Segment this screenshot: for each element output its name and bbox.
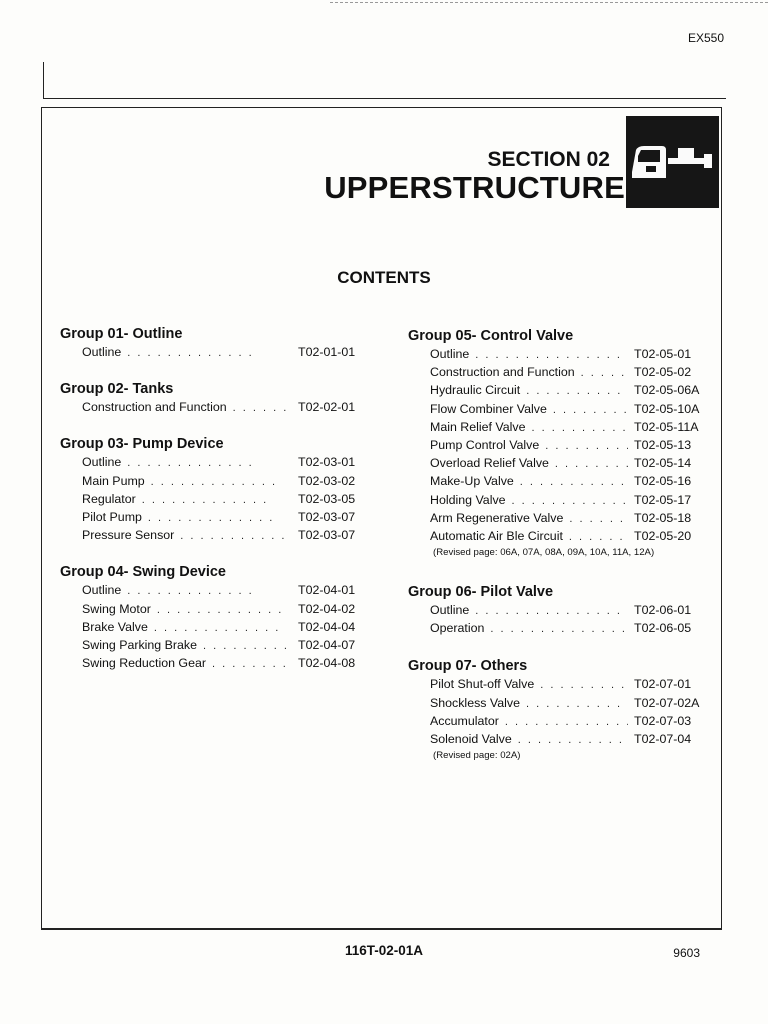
document-number: 116T-02-01A — [344, 943, 424, 958]
right-column — [408, 327, 718, 766]
group-heading: Group 07- Others — [408, 658, 528, 675]
toc-entry-page-ref: T02-05-16 — [634, 474, 692, 489]
toc-entry-title: Overload Relief Valve — [430, 456, 549, 471]
section-title: UPPERSTRUCTURE — [324, 170, 625, 205]
toc-entry-title: Solenoid Valve — [430, 732, 512, 746]
dot-leader — [490, 620, 628, 638]
dot-leader — [212, 655, 292, 673]
toc-entry-title: Outline — [82, 345, 122, 359]
toc-entry[interactable] — [408, 712, 718, 730]
toc-entry-page-ref: T02-03-02 — [298, 473, 356, 488]
toc-entry[interactable] — [408, 472, 718, 490]
toc-entry-title: Main Pump — [82, 473, 145, 488]
toc-entry-title: Swing Motor — [82, 601, 151, 616]
toc-entry[interactable] — [60, 654, 360, 672]
toc-entry-page-ref: T02-04-08 — [298, 656, 356, 671]
dot-leader — [127, 344, 257, 362]
group-heading: Group 05- Control Valve — [408, 328, 574, 344]
toc-entry-page-ref: T02-04-01 — [298, 583, 356, 598]
toc-entry[interactable] — [60, 490, 360, 508]
dot-leader — [526, 382, 628, 400]
dot-leader — [569, 528, 628, 546]
toc-entry-page-ref: T02-05-14 — [634, 456, 692, 471]
toc-entry-page-ref: T02-05-20 — [634, 528, 692, 543]
dot-leader — [512, 492, 628, 510]
toc-entry-page-ref: T02-07-03 — [634, 713, 692, 728]
dot-leader — [475, 602, 628, 620]
toc-entry-title: Brake Valve — [82, 619, 148, 634]
group-spacer — [60, 416, 360, 435]
toc-entry-title: Pilot Shut-off Valve — [430, 677, 535, 692]
toc-entry[interactable] — [60, 398, 360, 416]
toc-entry-title: Arm Regenerative Valve — [430, 510, 564, 525]
toc-entry[interactable] — [408, 601, 718, 619]
dot-leader — [526, 695, 628, 713]
toc-entry-title: Swing Reduction Gear — [82, 656, 206, 671]
group-spacer — [408, 637, 718, 657]
toc-entry[interactable] — [408, 694, 718, 712]
top-rule — [330, 2, 768, 3]
dot-leader — [233, 399, 292, 417]
toc-entry-page-ref: T02-05-10A — [634, 401, 700, 416]
toc-entry[interactable] — [60, 526, 360, 544]
dot-leader — [154, 619, 284, 637]
toc-entry-title: Flow Combiner Valve — [430, 401, 547, 416]
dot-leader — [518, 731, 628, 749]
toc-entry-page-ref: T02-07-02A — [634, 695, 700, 710]
toc-entry[interactable] — [408, 436, 718, 454]
toc-entry-page-ref: T02-03-07 — [298, 528, 356, 543]
toc-entry[interactable] — [408, 527, 718, 545]
toc-entry-title: Pump Control Valve — [430, 437, 540, 452]
toc-entry-title: Operation — [430, 621, 485, 636]
dot-leader — [555, 455, 628, 473]
header-box — [43, 62, 726, 99]
toc-entry-title: Accumulator — [430, 713, 499, 728]
revision-note: (Revised page: 06A, 07A, 08A, 09A, 10A, 11A, 12A) — [433, 547, 655, 559]
toc-entry-page-ref: T02-02-01 — [298, 400, 356, 415]
dot-leader — [203, 637, 292, 655]
toc-entry-title: Outline — [430, 347, 470, 361]
toc-entry-title: Outline — [82, 455, 122, 470]
dot-leader — [520, 473, 628, 491]
toc-entry[interactable] — [60, 508, 360, 526]
toc-entry[interactable] — [60, 472, 360, 490]
revision-note: (Revised page: 02A) — [433, 750, 521, 762]
toc-entry[interactable] — [408, 400, 718, 418]
toc-entry[interactable] — [408, 418, 718, 436]
toc-entry-page-ref: T02-05-02 — [634, 365, 692, 380]
model-number: EX550 — [687, 31, 724, 45]
toc-entry-title: Regulator — [82, 491, 136, 506]
toc-entry-page-ref: T02-07-04 — [634, 732, 692, 746]
dot-leader — [532, 419, 629, 437]
excavator-icon — [626, 116, 719, 208]
toc-entry[interactable] — [60, 581, 360, 599]
dot-leader — [569, 510, 628, 528]
toc-entry-title: Outline — [82, 583, 122, 598]
contents-heading: CONTENTS — [337, 268, 431, 287]
toc-entry-page-ref: T02-04-04 — [298, 619, 356, 634]
group-spacer — [60, 544, 360, 563]
toc-entry-page-ref: T02-05-17 — [634, 492, 692, 507]
toc-entry-title: Make-Up Valve — [430, 474, 514, 489]
toc-entry-title: Main Relief Valve — [430, 419, 526, 434]
toc-entry-page-ref: T02-01-01 — [298, 345, 356, 359]
toc-entry-page-ref: T02-04-07 — [298, 637, 356, 652]
toc-entry-page-ref: T02-05-11A — [634, 419, 699, 434]
group-heading: Group 06- Pilot Valve — [408, 584, 554, 601]
toc-entry-title: Outline — [430, 603, 470, 618]
toc-entry-page-ref: T02-05-06A — [634, 383, 700, 398]
toc-entry-page-ref: T02-06-01 — [634, 603, 692, 618]
toc-entry-title: Pilot Pump — [82, 509, 142, 524]
group-spacer — [408, 563, 718, 583]
toc-entry-page-ref: T02-05-13 — [634, 437, 692, 452]
toc-entry-page-ref: T02-05-01 — [634, 347, 692, 361]
dot-leader — [127, 454, 257, 472]
left-column — [60, 325, 360, 672]
toc-entry[interactable] — [408, 675, 718, 693]
toc-entry-page-ref: T02-03-07 — [298, 509, 356, 524]
dot-leader — [553, 401, 628, 419]
dot-leader — [505, 713, 628, 731]
toc-entry-page-ref: T02-04-02 — [298, 601, 356, 616]
toc-entry-title: Swing Parking Brake — [82, 637, 198, 652]
toc-entry[interactable] — [408, 381, 718, 399]
dot-leader — [151, 473, 281, 491]
toc-entry[interactable] — [60, 343, 360, 361]
group-heading: Group 01- Outline — [60, 326, 183, 342]
toc-entry[interactable] — [408, 345, 718, 363]
toc-entry[interactable] — [408, 454, 718, 472]
dot-leader — [142, 491, 272, 509]
dot-leader — [157, 601, 287, 619]
group-heading: Group 03- Pump Device — [60, 436, 224, 453]
toc-entry-title: Automatic Air Ble Circuit — [430, 528, 563, 543]
toc-entry[interactable] — [60, 453, 360, 471]
toc-entry[interactable] — [60, 618, 360, 636]
toc-entry-page-ref: T02-03-01 — [298, 455, 356, 470]
dot-leader — [540, 676, 628, 694]
dot-leader — [545, 437, 628, 455]
toc-entry[interactable] — [60, 636, 360, 654]
dot-leader — [127, 582, 257, 600]
group-spacer — [60, 361, 360, 380]
toc-entry[interactable] — [408, 363, 718, 381]
toc-entry-page-ref: T02-07-01 — [634, 677, 692, 692]
toc-entry-page-ref: T02-05-18 — [634, 510, 692, 525]
dot-leader — [581, 364, 628, 382]
toc-entry[interactable] — [408, 730, 718, 748]
toc-entry-title: Holding Valve — [430, 492, 506, 507]
toc-entry-page-ref: T02-03-05 — [298, 491, 356, 506]
section-label: SECTION 02 — [487, 148, 610, 171]
dot-leader — [148, 509, 278, 527]
toc-entry-title: Construction and Function — [430, 365, 575, 380]
toc-entry[interactable] — [408, 491, 718, 509]
group-heading: Group 04- Swing Device — [60, 564, 226, 581]
toc-entry-title: Construction and Function — [82, 400, 227, 415]
toc-entry[interactable] — [408, 619, 718, 637]
dot-leader — [180, 527, 292, 545]
toc-entry-title: Hydraulic Circuit — [430, 383, 521, 398]
date-code: 9603 — [673, 946, 700, 960]
toc-entry[interactable] — [60, 600, 360, 618]
toc-entry-title: Pressure Sensor — [82, 528, 175, 543]
dot-leader — [475, 346, 628, 364]
toc-entry[interactable] — [408, 509, 718, 527]
group-heading: Group 02- Tanks — [60, 381, 174, 398]
toc-entry-title: Shockless Valve — [430, 695, 520, 710]
toc-entry-page-ref: T02-06-05 — [634, 621, 692, 636]
